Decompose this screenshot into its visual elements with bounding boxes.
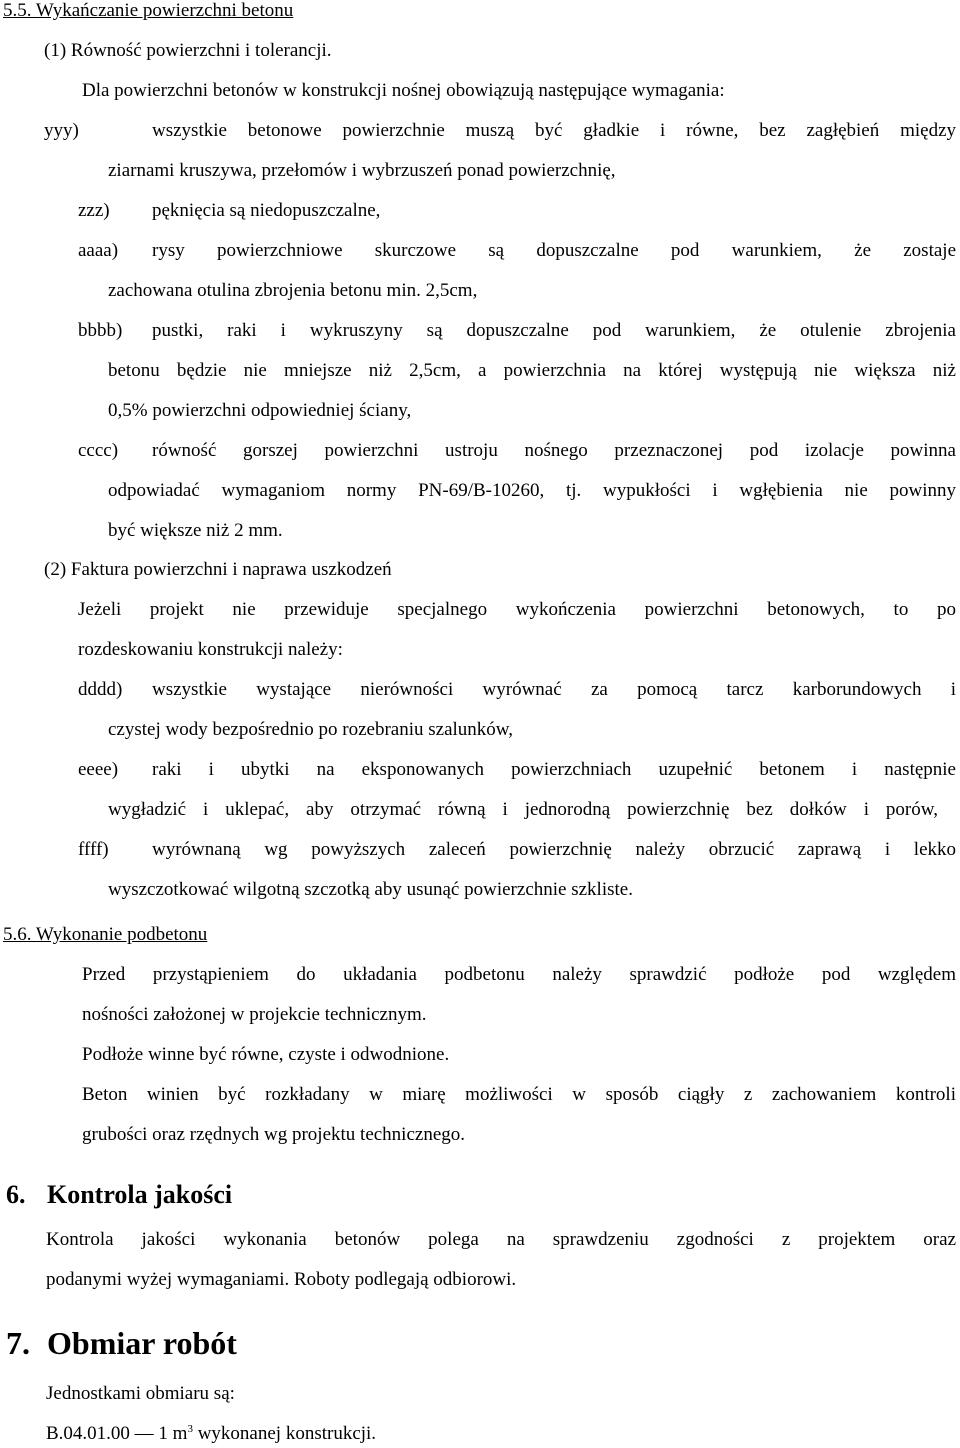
- list-item-text: wyrównaną wg powyższych zaleceń powierzchnię należy obrzucić zaprawą i lekko: [152, 839, 956, 860]
- paragraph-line: Podłoże winne być równe, czyste i odwodnione.: [82, 1044, 450, 1065]
- section-heading-5-5: 5.5. Wykańczanie powierzchni betonu: [3, 0, 294, 21]
- list-item-text: równość gorszej powierzchni ustroju nośnego przeznaczonej pod izolacje powinna: [152, 440, 956, 461]
- list-item-text: pęknięcia są niedopuszczalne,: [152, 200, 381, 221]
- list-item-text: 0,5% powierzchni odpowiedniej ściany,: [108, 400, 412, 421]
- paragraph-line: grubości oraz rzędnych wg projektu technicznego.: [82, 1124, 466, 1145]
- list-item-text: betonu będzie nie mniejsze niż 2,5cm, a powierzchnia na której występują nie większa niż: [108, 360, 956, 381]
- list-item-label: zzz): [78, 200, 110, 221]
- section-title-6: Kontrola jakości: [47, 1180, 233, 1209]
- list-item-label: bbbb): [78, 320, 123, 341]
- paragraph-line: Kontrola jakości wykonania betonów polega na sprawdzeniu zgodności z projektem oraz: [46, 1229, 956, 1250]
- paragraph-line: nośności założonej w projekcie technicznym.: [82, 1004, 427, 1025]
- section-number-7: 7.: [6, 1325, 30, 1361]
- list-item-text: pustki, raki i wykruszyny są dopuszczalne pod warunkiem, że otulenie zbrojenia: [152, 320, 956, 341]
- list-item-text: wyszczotkować wilgotną szczotką aby usunąć powierzchnie szkliste.: [108, 879, 633, 900]
- list-item-text: wszystkie betonowe powierzchnie muszą być gładkie i równe, bez zagłębień między: [152, 120, 956, 141]
- paragraph-line: Jeżeli projekt nie przewiduje specjalnego wykończenia powierzchni betonowych, to po: [78, 599, 956, 620]
- unit-exponent: 3: [187, 1423, 193, 1435]
- unit-code: B.04.01.00 — 1 m: [46, 1423, 188, 1444]
- list-item-label: cccc): [78, 440, 119, 461]
- list-item-text: rysy powierzchniowe skurczowe są dopuszczalne pod warunkiem, że zostaje: [152, 240, 956, 261]
- section-number-6: 6.: [6, 1180, 26, 1209]
- list-item-label: aaaa): [78, 240, 119, 261]
- list-item-label: dddd): [78, 679, 123, 700]
- paragraph-line: Beton winien być rozkładany w miarę możliwości w sposób ciągły z zachowaniem kontroli: [82, 1084, 956, 1105]
- list-item-label: ffff): [78, 839, 109, 860]
- subsection-title-1: (1) Równość powierzchni i tolerancji.: [44, 40, 332, 61]
- list-item-text: wszystkie wystające nierówności wyrównać za pomocą tarcz karborundowych i: [152, 679, 956, 700]
- section-heading-5-6: 5.6. Wykonanie podbetonu: [3, 924, 208, 945]
- list-item-text: zachowana otulina zbrojenia betonu min. 2,5cm,: [108, 280, 478, 301]
- list-item-text: raki i ubytki na eksponowanych powierzchniach uzupełnić betonem i następnie: [152, 759, 956, 780]
- paragraph-line: Jednostkami obmiaru są:: [46, 1383, 235, 1404]
- requirements-intro: Dla powierzchni betonów w konstrukcji nośnej obowiązują następujące wymagania:: [82, 80, 725, 101]
- section-title-7: Obmiar robót: [47, 1325, 237, 1361]
- measurement-unit-line: [46, 1423, 376, 1445]
- list-item-text: być większe niż 2 mm.: [108, 520, 283, 541]
- list-item-text: wygładzić i uklepać, aby otrzymać równą i jednorodną powierzchnię bez dołków i porów,: [108, 799, 938, 820]
- subsection-title-2: (2) Faktura powierzchni i naprawa uszkodzeń: [44, 559, 392, 580]
- list-item-text: ziarnami kruszywa, przełomów i wybrzuszeń ponad powierzchnię,: [108, 160, 616, 181]
- paragraph-line: Przed przystąpieniem do układania podbetonu należy sprawdzić podłoże pod względem: [82, 964, 956, 985]
- paragraph-line: podanymi wyżej wymaganiami. Roboty podlegają odbiorowi.: [46, 1269, 517, 1290]
- list-item-text: odpowiadać wymaganiom normy PN-69/B-10260, tj. wypukłości i wgłębienia nie powinny: [108, 480, 956, 501]
- unit-description: wykonanej konstrukcji.: [192, 1423, 377, 1444]
- list-item-label: yyy): [44, 120, 79, 141]
- paragraph-line: rozdeskowaniu konstrukcji należy:: [78, 639, 343, 660]
- list-item-text: czystej wody bezpośrednio po rozebraniu szalunków,: [108, 719, 514, 740]
- list-item-label: eeee): [78, 759, 119, 780]
